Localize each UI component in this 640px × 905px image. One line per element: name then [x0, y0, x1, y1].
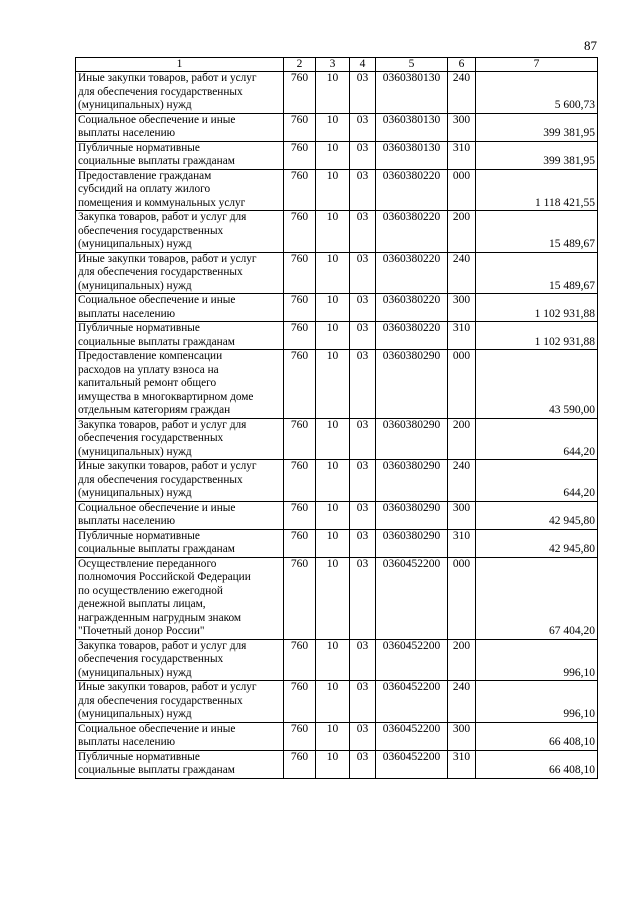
table-row [76, 501, 598, 529]
table-row [76, 211, 598, 253]
column-header: 7 [476, 58, 598, 72]
row-vr-cell: 200 [448, 211, 476, 253]
row-name-cell: Закупка товаров, работ и услуг для обеспечения государственных (муниципальных) нужд [76, 639, 284, 681]
row-pr-cell: 03 [350, 557, 376, 639]
table-row [76, 557, 598, 639]
row-gr-cell: 760 [284, 141, 316, 169]
row-vr-cell: 300 [448, 294, 476, 322]
budget-table [75, 57, 598, 779]
row-rz-cell: 10 [316, 529, 350, 557]
row-pr-cell: 03 [350, 141, 376, 169]
row-sum-cell: 399 381,95 [476, 141, 598, 169]
table-row [76, 639, 598, 681]
row-name-cell: Публичные нормативные социальные выплаты гражданам [76, 141, 284, 169]
row-vr-cell: 310 [448, 529, 476, 557]
table-row [76, 294, 598, 322]
row-name-cell: Социальное обеспечение и иные выплаты населению [76, 113, 284, 141]
row-name-cell: Социальное обеспечение и иные выплаты населению [76, 501, 284, 529]
row-gr-cell: 760 [284, 169, 316, 211]
table-row [76, 529, 598, 557]
row-rz-cell: 10 [316, 501, 350, 529]
row-gr-cell: 760 [284, 72, 316, 114]
row-pr-cell: 03 [350, 350, 376, 419]
row-pr-cell: 03 [350, 72, 376, 114]
row-name-cell: Социальное обеспечение и иные выплаты населению [76, 722, 284, 750]
row-pr-cell: 03 [350, 722, 376, 750]
row-cs-cell: 0360380220 [376, 211, 448, 253]
row-vr-cell: 240 [448, 252, 476, 294]
row-name-cell: Закупка товаров, работ и услуг для обеспечения государственных (муниципальных) нужд [76, 211, 284, 253]
row-sum-cell: 5 600,73 [476, 72, 598, 114]
column-header: 5 [376, 58, 448, 72]
row-rz-cell: 10 [316, 350, 350, 419]
row-pr-cell: 03 [350, 322, 376, 350]
row-vr-cell: 240 [448, 72, 476, 114]
row-name-cell: Публичные нормативные социальные выплаты гражданам [76, 322, 284, 350]
row-vr-cell: 300 [448, 113, 476, 141]
row-rz-cell: 10 [316, 639, 350, 681]
row-name-cell: Публичные нормативные социальные выплаты гражданам [76, 529, 284, 557]
row-sum-cell: 644,20 [476, 418, 598, 460]
row-name-cell: Осуществление переданного полномочия Российской Федерации по осуществлению ежегодной денежной выплаты лицам, награжденным нагрудным знаком "Почетный донор России" [76, 557, 284, 639]
row-name-cell: Иные закупки товаров, работ и услуг для обеспечения государственных (муниципальных) нужд [76, 72, 284, 114]
row-pr-cell: 03 [350, 418, 376, 460]
table-row [76, 252, 598, 294]
row-sum-cell: 66 408,10 [476, 722, 598, 750]
row-gr-cell: 760 [284, 460, 316, 502]
row-gr-cell: 760 [284, 722, 316, 750]
row-name-cell: Иные закупки товаров, работ и услуг для обеспечения государственных (муниципальных) нужд [76, 252, 284, 294]
row-pr-cell: 03 [350, 639, 376, 681]
row-rz-cell: 10 [316, 418, 350, 460]
row-sum-cell: 43 590,00 [476, 350, 598, 419]
row-cs-cell: 0360452200 [376, 639, 448, 681]
row-cs-cell: 0360452200 [376, 557, 448, 639]
row-rz-cell: 10 [316, 322, 350, 350]
row-pr-cell: 03 [350, 681, 376, 723]
row-cs-cell: 0360380220 [376, 322, 448, 350]
row-name-cell: Публичные нормативные социальные выплаты гражданам [76, 750, 284, 778]
row-vr-cell: 000 [448, 169, 476, 211]
row-cs-cell: 0360380290 [376, 529, 448, 557]
row-cs-cell: 0360380290 [376, 501, 448, 529]
row-sum-cell: 42 945,80 [476, 501, 598, 529]
row-pr-cell: 03 [350, 750, 376, 778]
row-cs-cell: 0360380130 [376, 113, 448, 141]
table-row [76, 350, 598, 419]
table-row [76, 72, 598, 114]
row-name-cell: Предоставление гражданам субсидий на оплату жилого помещения и коммунальных услуг [76, 169, 284, 211]
row-pr-cell: 03 [350, 211, 376, 253]
table-body [76, 72, 598, 779]
row-gr-cell: 760 [284, 418, 316, 460]
row-pr-cell: 03 [350, 294, 376, 322]
row-gr-cell: 760 [284, 501, 316, 529]
table-row [76, 750, 598, 778]
column-header: 6 [448, 58, 476, 72]
row-sum-cell: 66 408,10 [476, 750, 598, 778]
row-pr-cell: 03 [350, 501, 376, 529]
table-row [76, 322, 598, 350]
row-cs-cell: 0360452200 [376, 750, 448, 778]
column-header: 4 [350, 58, 376, 72]
row-sum-cell: 996,10 [476, 639, 598, 681]
row-vr-cell: 310 [448, 141, 476, 169]
row-cs-cell: 0360380130 [376, 141, 448, 169]
row-rz-cell: 10 [316, 681, 350, 723]
row-vr-cell: 240 [448, 460, 476, 502]
row-name-cell: Предоставление компенсации расходов на уплату взноса на капитальный ремонт общего имущества в многоквартирном доме отдельным категориям граждан [76, 350, 284, 419]
table-row [76, 169, 598, 211]
row-vr-cell: 310 [448, 750, 476, 778]
row-vr-cell: 200 [448, 639, 476, 681]
row-rz-cell: 10 [316, 113, 350, 141]
row-gr-cell: 760 [284, 681, 316, 723]
row-cs-cell: 0360380130 [376, 72, 448, 114]
row-cs-cell: 0360380290 [376, 350, 448, 419]
row-cs-cell: 0360380220 [376, 252, 448, 294]
row-name-cell: Социальное обеспечение и иные выплаты населению [76, 294, 284, 322]
table-row [76, 460, 598, 502]
row-rz-cell: 10 [316, 169, 350, 211]
row-vr-cell: 300 [448, 501, 476, 529]
row-rz-cell: 10 [316, 750, 350, 778]
row-sum-cell: 644,20 [476, 460, 598, 502]
row-sum-cell: 15 489,67 [476, 211, 598, 253]
row-pr-cell: 03 [350, 460, 376, 502]
table-row [76, 722, 598, 750]
row-rz-cell: 10 [316, 72, 350, 114]
row-rz-cell: 10 [316, 722, 350, 750]
row-vr-cell: 240 [448, 681, 476, 723]
row-sum-cell: 399 381,95 [476, 113, 598, 141]
row-sum-cell: 42 945,80 [476, 529, 598, 557]
row-vr-cell: 300 [448, 722, 476, 750]
table-row [76, 141, 598, 169]
row-rz-cell: 10 [316, 141, 350, 169]
row-rz-cell: 10 [316, 211, 350, 253]
row-name-cell: Иные закупки товаров, работ и услуг для обеспечения государственных (муниципальных) нужд [76, 681, 284, 723]
row-gr-cell: 760 [284, 294, 316, 322]
row-rz-cell: 10 [316, 557, 350, 639]
row-vr-cell: 310 [448, 322, 476, 350]
row-name-cell: Закупка товаров, работ и услуг для обеспечения государственных (муниципальных) нужд [76, 418, 284, 460]
row-gr-cell: 760 [284, 211, 316, 253]
column-header: 2 [284, 58, 316, 72]
row-sum-cell: 15 489,67 [476, 252, 598, 294]
row-sum-cell: 1 102 931,88 [476, 294, 598, 322]
row-cs-cell: 0360452200 [376, 722, 448, 750]
table-row [76, 681, 598, 723]
row-gr-cell: 760 [284, 557, 316, 639]
row-gr-cell: 760 [284, 350, 316, 419]
table-row [76, 113, 598, 141]
row-pr-cell: 03 [350, 529, 376, 557]
row-gr-cell: 760 [284, 750, 316, 778]
row-cs-cell: 0360380290 [376, 460, 448, 502]
row-sum-cell: 1 102 931,88 [476, 322, 598, 350]
row-sum-cell: 1 118 421,55 [476, 169, 598, 211]
row-gr-cell: 760 [284, 322, 316, 350]
column-header: 1 [76, 58, 284, 72]
row-cs-cell: 0360380290 [376, 418, 448, 460]
header-row [76, 58, 598, 72]
row-pr-cell: 03 [350, 169, 376, 211]
row-cs-cell: 0360380220 [376, 294, 448, 322]
row-sum-cell: 996,10 [476, 681, 598, 723]
row-rz-cell: 10 [316, 252, 350, 294]
row-gr-cell: 760 [284, 252, 316, 294]
row-gr-cell: 760 [284, 639, 316, 681]
row-vr-cell: 200 [448, 418, 476, 460]
row-vr-cell: 000 [448, 557, 476, 639]
row-cs-cell: 0360452200 [376, 681, 448, 723]
table-row [76, 418, 598, 460]
row-name-cell: Иные закупки товаров, работ и услуг для обеспечения государственных (муниципальных) нужд [76, 460, 284, 502]
row-rz-cell: 10 [316, 460, 350, 502]
row-sum-cell: 67 404,20 [476, 557, 598, 639]
column-header: 3 [316, 58, 350, 72]
page-number: 87 [584, 38, 597, 53]
row-pr-cell: 03 [350, 252, 376, 294]
row-vr-cell: 000 [448, 350, 476, 419]
row-cs-cell: 0360380220 [376, 169, 448, 211]
row-gr-cell: 760 [284, 113, 316, 141]
row-rz-cell: 10 [316, 294, 350, 322]
row-pr-cell: 03 [350, 113, 376, 141]
row-gr-cell: 760 [284, 529, 316, 557]
